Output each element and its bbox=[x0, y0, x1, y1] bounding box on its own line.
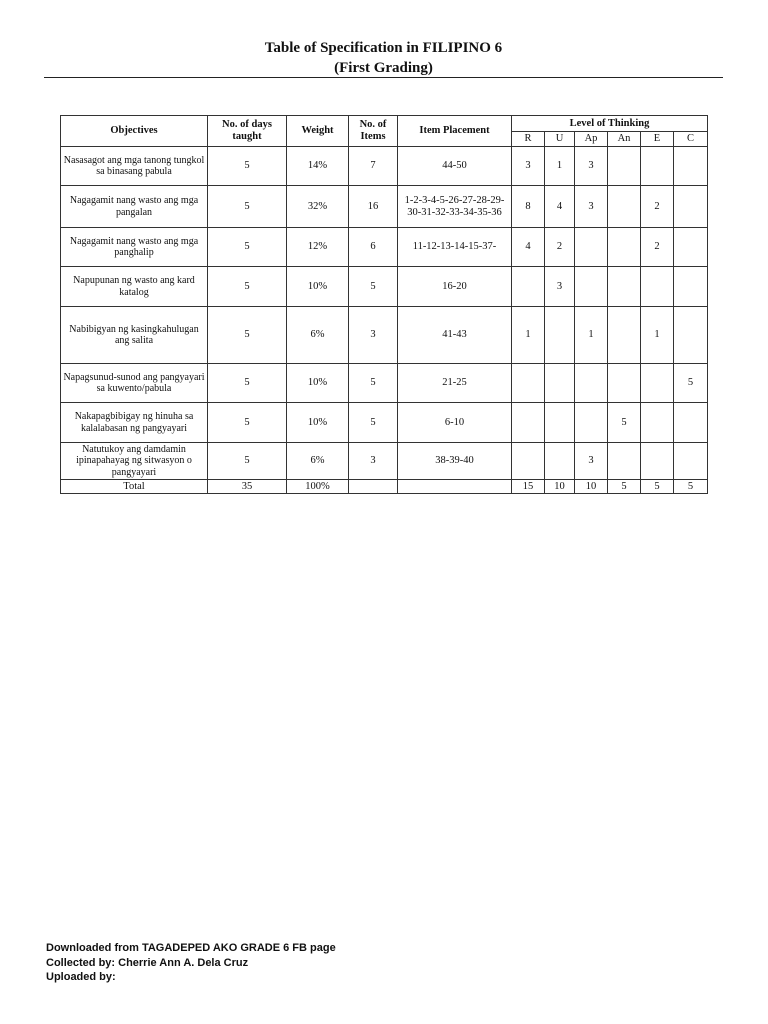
level-cell-u: 4 bbox=[545, 186, 575, 228]
table-row bbox=[61, 403, 708, 443]
no-of-items-cell: 16 bbox=[349, 186, 398, 228]
objective-cell: Nabibigyan ng kasingkahulugan ang salita bbox=[61, 307, 208, 364]
level-cell-u: 3 bbox=[545, 267, 575, 307]
weight-cell: 10% bbox=[287, 267, 349, 307]
document-header bbox=[44, 38, 723, 78]
level-cell-c bbox=[674, 147, 708, 186]
no-of-items-cell: 5 bbox=[349, 267, 398, 307]
level-cell-an: 5 bbox=[608, 403, 641, 443]
level-cell-c bbox=[674, 443, 708, 480]
days-taught-cell: 5 bbox=[208, 403, 287, 443]
days-taught-cell: 5 bbox=[208, 147, 287, 186]
weight-cell: 32% bbox=[287, 186, 349, 228]
header-item-placement: Item Placement bbox=[398, 116, 512, 147]
objective-cell: Natutukoy ang damdamin ipinapahayag ng sitwasyon o pangyayari bbox=[61, 443, 208, 480]
no-of-items-cell: 3 bbox=[349, 443, 398, 480]
header-objectives: Objectives bbox=[61, 116, 208, 147]
header-weight: Weight bbox=[287, 116, 349, 147]
total-level-r: 15 bbox=[512, 480, 545, 494]
table-row bbox=[61, 228, 708, 267]
item-placement-cell: 11-12-13-14-15-37- bbox=[398, 228, 512, 267]
header-level-u: U bbox=[545, 132, 575, 147]
item-placement-cell: 16-20 bbox=[398, 267, 512, 307]
table-row bbox=[61, 147, 708, 186]
level-cell-ap: 3 bbox=[575, 443, 608, 480]
footer-collected-by: Collected by: Cherrie Ann A. Dela Cruz bbox=[46, 956, 249, 969]
level-cell-c bbox=[674, 307, 708, 364]
days-taught-cell: 5 bbox=[208, 267, 287, 307]
table-row bbox=[61, 307, 708, 364]
item-placement-cell: 41-43 bbox=[398, 307, 512, 364]
total-level-ap: 10 bbox=[575, 480, 608, 494]
level-cell-ap bbox=[575, 364, 608, 403]
level-cell-an bbox=[608, 186, 641, 228]
objective-cell: Nagagamit nang wasto ang mga pangalan bbox=[61, 186, 208, 228]
total-item-placement bbox=[398, 480, 512, 494]
level-cell-ap bbox=[575, 267, 608, 307]
level-cell-r: 4 bbox=[512, 228, 545, 267]
specification-table bbox=[60, 115, 708, 494]
header-no-of-items: No. of Items bbox=[349, 116, 398, 147]
total-no-of-items bbox=[349, 480, 398, 494]
objective-cell: Nakapagbibigay ng hinuha sa kalalabasan ng pangyayari bbox=[61, 403, 208, 443]
level-cell-c bbox=[674, 186, 708, 228]
table-row bbox=[61, 443, 708, 480]
objective-cell: Napupunan ng wasto ang kard katalog bbox=[61, 267, 208, 307]
level-cell-e: 1 bbox=[641, 307, 674, 364]
level-cell-u: 2 bbox=[545, 228, 575, 267]
days-taught-cell: 5 bbox=[208, 186, 287, 228]
header-level-e: E bbox=[641, 132, 674, 147]
item-placement-cell: 21-25 bbox=[398, 364, 512, 403]
total-label: Total bbox=[61, 480, 208, 494]
weight-cell: 6% bbox=[287, 443, 349, 480]
level-cell-r: 8 bbox=[512, 186, 545, 228]
total-row bbox=[61, 480, 708, 494]
level-cell-e: 2 bbox=[641, 228, 674, 267]
level-cell-e bbox=[641, 403, 674, 443]
level-cell-u bbox=[545, 403, 575, 443]
header-level-c: C bbox=[674, 132, 708, 147]
days-taught-cell: 5 bbox=[208, 307, 287, 364]
total-level-u: 10 bbox=[545, 480, 575, 494]
header-level-ap: Ap bbox=[575, 132, 608, 147]
objective-cell: Nasasagot ang mga tanong tungkol sa binasang pabula bbox=[61, 147, 208, 186]
item-placement-cell: 1-2-3-4-5-26-27-28-29-30-31-32-33-34-35-36 bbox=[398, 186, 512, 228]
level-cell-ap bbox=[575, 228, 608, 267]
level-cell-an bbox=[608, 267, 641, 307]
no-of-items-cell: 7 bbox=[349, 147, 398, 186]
level-cell-u bbox=[545, 443, 575, 480]
table-row bbox=[61, 364, 708, 403]
total-level-e: 5 bbox=[641, 480, 674, 494]
level-cell-e bbox=[641, 267, 674, 307]
weight-cell: 10% bbox=[287, 403, 349, 443]
no-of-items-cell: 3 bbox=[349, 307, 398, 364]
objective-cell: Napagsunud-sunod ang pangyayari sa kuwento/pabula bbox=[61, 364, 208, 403]
level-cell-c: 5 bbox=[674, 364, 708, 403]
no-of-items-cell: 5 bbox=[349, 403, 398, 443]
level-cell-e bbox=[641, 364, 674, 403]
level-cell-r: 3 bbox=[512, 147, 545, 186]
total-days-taught: 35 bbox=[208, 480, 287, 494]
total-level-an: 5 bbox=[608, 480, 641, 494]
level-cell-e: 2 bbox=[641, 186, 674, 228]
level-cell-ap: 3 bbox=[575, 186, 608, 228]
table-row bbox=[61, 186, 708, 228]
level-cell-an bbox=[608, 443, 641, 480]
level-cell-r: 1 bbox=[512, 307, 545, 364]
header-level-an: An bbox=[608, 132, 641, 147]
weight-cell: 6% bbox=[287, 307, 349, 364]
level-cell-r bbox=[512, 364, 545, 403]
level-cell-ap: 1 bbox=[575, 307, 608, 364]
table-row bbox=[61, 267, 708, 307]
level-cell-u: 1 bbox=[545, 147, 575, 186]
level-cell-c bbox=[674, 403, 708, 443]
header-days-taught: No. of days taught bbox=[208, 116, 287, 147]
weight-cell: 14% bbox=[287, 147, 349, 186]
level-cell-an bbox=[608, 147, 641, 186]
no-of-items-cell: 6 bbox=[349, 228, 398, 267]
header-level-of-thinking: Level of Thinking bbox=[512, 116, 708, 132]
level-cell-r bbox=[512, 403, 545, 443]
level-cell-u bbox=[545, 307, 575, 364]
level-cell-e bbox=[641, 443, 674, 480]
level-cell-u bbox=[545, 364, 575, 403]
level-cell-ap bbox=[575, 403, 608, 443]
footer bbox=[46, 941, 336, 985]
total-level-c: 5 bbox=[674, 480, 708, 494]
weight-cell: 10% bbox=[287, 364, 349, 403]
days-taught-cell: 5 bbox=[208, 228, 287, 267]
level-cell-an bbox=[608, 228, 641, 267]
days-taught-cell: 5 bbox=[208, 443, 287, 480]
level-cell-an bbox=[608, 364, 641, 403]
header-level-r: R bbox=[512, 132, 545, 147]
item-placement-cell: 38-39-40 bbox=[398, 443, 512, 480]
footer-uploaded-by: Uploaded by: bbox=[46, 971, 116, 983]
level-cell-e bbox=[641, 147, 674, 186]
level-cell-ap: 3 bbox=[575, 147, 608, 186]
weight-cell: 12% bbox=[287, 228, 349, 267]
objective-cell: Nagagamit nang wasto ang mga panghalip bbox=[61, 228, 208, 267]
document-title: Table of Specification in FILIPINO 6 bbox=[264, 40, 503, 56]
level-cell-r bbox=[512, 443, 545, 480]
level-cell-c bbox=[674, 228, 708, 267]
item-placement-cell: 6-10 bbox=[398, 403, 512, 443]
level-cell-an bbox=[608, 307, 641, 364]
document-subtitle: (First Grading) bbox=[334, 60, 433, 76]
title-rule bbox=[44, 77, 723, 78]
item-placement-cell: 44-50 bbox=[398, 147, 512, 186]
level-cell-c bbox=[674, 267, 708, 307]
days-taught-cell: 5 bbox=[208, 364, 287, 403]
level-cell-r bbox=[512, 267, 545, 307]
footer-download-source: Downloaded from TAGADEPED AKO GRADE 6 FB page bbox=[46, 942, 336, 954]
no-of-items-cell: 5 bbox=[349, 364, 398, 403]
total-weight: 100% bbox=[287, 480, 349, 494]
